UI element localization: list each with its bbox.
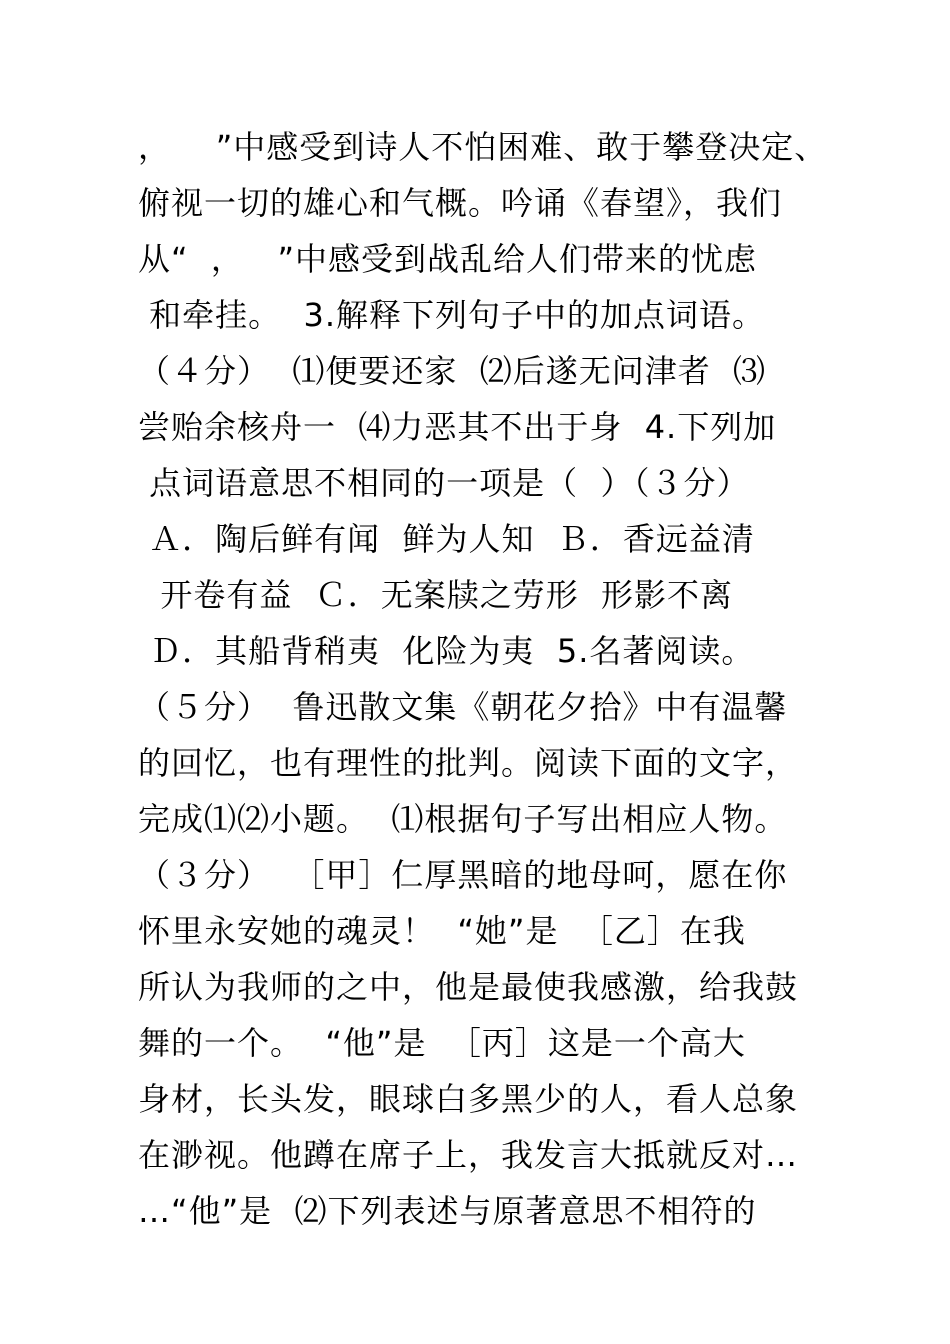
text-line-15: 怀里永安她的魂灵！ “她”是 ［乙］在我 xyxy=(138,912,746,950)
text-line-16: 所认为我师的之中，他是最使我感激，给我鼓 xyxy=(138,968,799,1006)
text-line-1: ， ”中感受到诗人不怕困难、敢于攀登决定、 xyxy=(138,128,828,166)
text-line-20: …“他”是 ⑵下列表述与原著意思不相符的 xyxy=(138,1192,757,1230)
text-line-9: 开卷有益 Ｃ．无案牍之劳形 形影不离 xyxy=(138,576,734,614)
text-line-12: 的回忆，也有理性的批判。阅读下面的文字， xyxy=(138,744,799,782)
text-line-19: 在渺视。他蹲在席子上，我发言大抵就反对… xyxy=(138,1136,799,1174)
text-line-8: Ａ．陶后鲜有闻 鲜为人知 Ｂ．香远益清 xyxy=(138,520,755,558)
text-line-5: （４分） ⑴便要还家 ⑵后遂无问津者 ⑶ xyxy=(138,352,767,390)
text-line-14: （３分） ［甲］仁厚黑暗的地母呵，愿在你 xyxy=(138,856,788,894)
text-line-2: 俯视一切的雄心和气概。吟诵《春望》，我们 xyxy=(138,184,783,222)
text-line-10: Ｄ．其船背稍夷 化险为夷 5.名著阅读。 xyxy=(138,632,755,670)
text-line-18: 身材，长头发，眼球白多黑少的人，看人总象 xyxy=(138,1080,799,1118)
text-line-17: 舞的一个。 “他”是 ［丙］这是一个高大 xyxy=(138,1024,746,1062)
body-text xyxy=(138,119,838,1239)
text-line-4: 和牵挂。 3.解释下列句子中的加点词语。 xyxy=(138,296,766,334)
text-line-3: 从“ ， ”中感受到战乱给人们带来的忧虑 xyxy=(138,240,758,278)
text-line-7: 点词语意思不相同的一项是（ ）（３分） xyxy=(138,464,750,502)
text-line-11: （５分） 鲁迅散文集《朝花夕拾》中有温馨 xyxy=(138,688,788,726)
text-line-13: 完成⑴⑵小题。 ⑴根据句子写出相应人物。 xyxy=(138,800,788,838)
text-line-6: 尝贻余核舟一 ⑷力恶其不出于身 4.下列加 xyxy=(138,408,777,446)
